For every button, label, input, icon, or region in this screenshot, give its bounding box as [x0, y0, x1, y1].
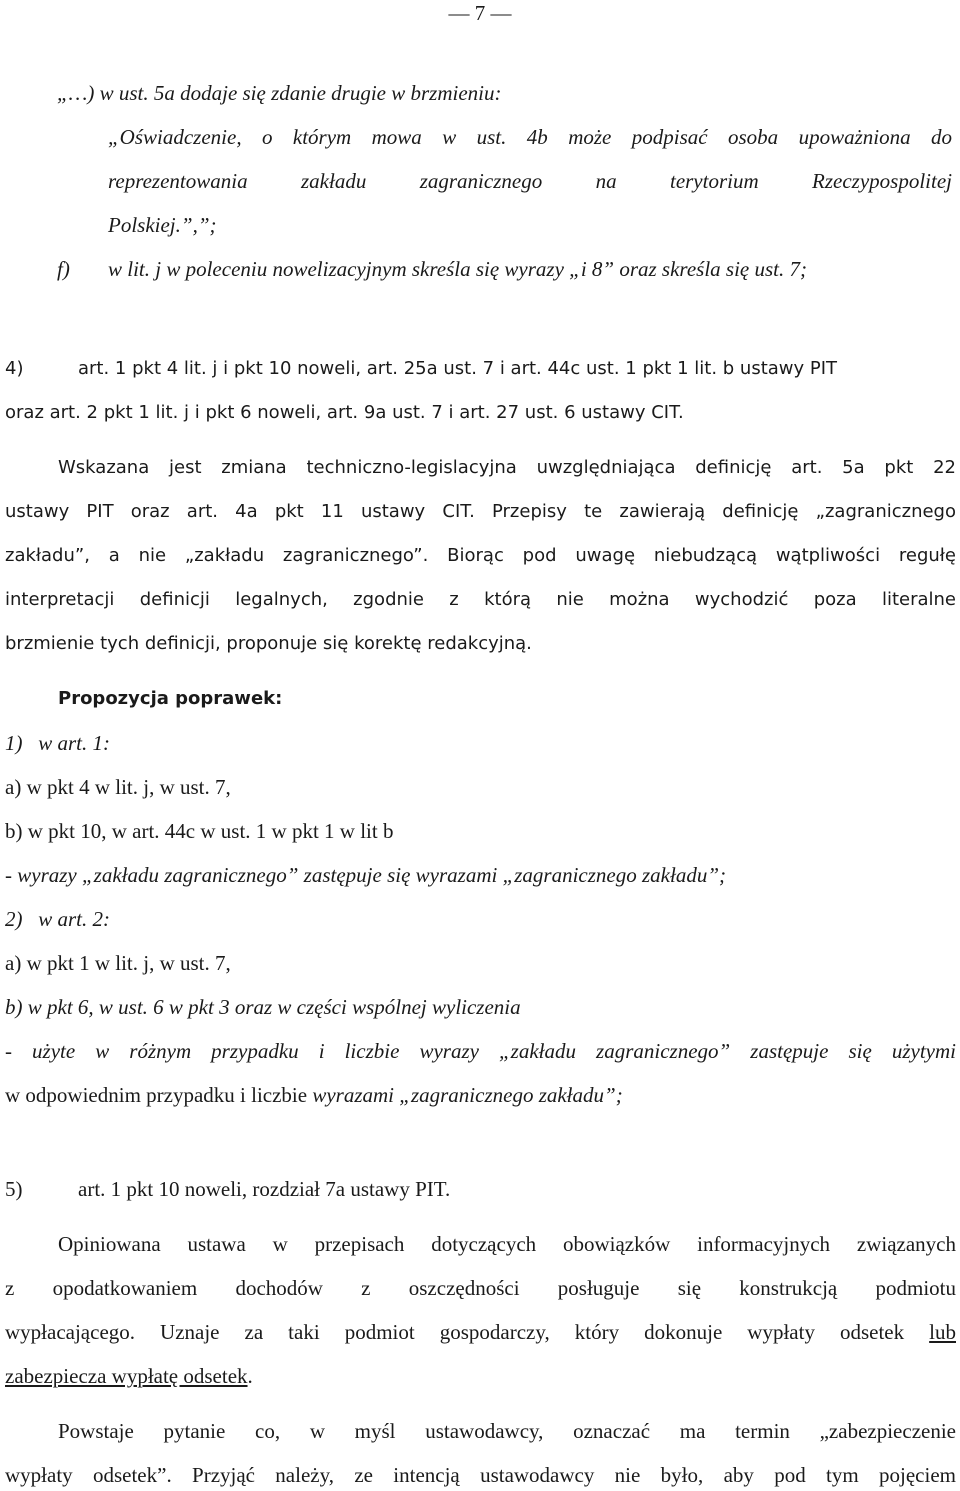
- paragraph-line-2: ustawy PIT oraz art. 4a pkt 11 ustawy CIT. Przepisy te zawierają definicję „zagranicznego: [5, 501, 956, 522]
- proposal-item-2-replacement-line-1: - użyte w różnym przypadku i liczbie wyrazy „zakładu zagranicznego” zastępuje się użytymi: [5, 1039, 956, 1063]
- paragraph-line-3: zakładu”, a nie „zakładu zagranicznego”. Biorąc pod uwagę niebudzącą wątpliwości regułę: [5, 545, 956, 566]
- amendment-intro-line: „…) w ust. 5a dodaje się zdanie drugie w brzmieniu:: [57, 81, 502, 105]
- page-number: — 7 —: [448, 1, 512, 25]
- item-f-marker: f): [57, 257, 70, 281]
- paragraph-2-line-3-text: wypłacającego. Uznaje za taki podmiot gospodarczy, który dokonuje wypłaty odsetek: [5, 1320, 930, 1344]
- proposal-item-1b: b) w pkt 10, w art. 44c w ust. 1 w pkt 1 w lit b: [5, 819, 394, 843]
- paragraph-2-line-3: [5, 1317, 956, 1347]
- period: .: [247, 1364, 253, 1388]
- paragraph-line-4: interpretacji definicji legalnych, zgodnie z którą nie można wychodzić poza literalne: [5, 589, 956, 610]
- section-4-heading-line-1: art. 1 pkt 4 lit. j i pkt 10 noweli, art. 25a ust. 7 i art. 44c ust. 1 pkt 1 lit. b ustawy PIT: [78, 358, 838, 379]
- quoted-provision-line-3: Polskiej.”,”;: [108, 213, 217, 237]
- proposal-item-2a: a) w pkt 1 w lit. j, w ust. 7,: [5, 951, 231, 975]
- quoted-provision-line-2: reprezentowania zakładu zagranicznego na terytorium Rzeczypospolitej: [108, 169, 952, 193]
- paragraph-2-line-4: [5, 1361, 905, 1391]
- paragraph-2-line-2: z opodatkowaniem dochodów z oszczędności posługuje się konstrukcją podmiotu: [5, 1276, 956, 1300]
- paragraph-3-line-2: wypłaty odsetek”. Przyjąć należy, ze intencją ustawodawcy nie było, aby pod tym pojęciem: [5, 1463, 956, 1487]
- proposal-item-1-replacement: - wyrazy „zakładu zagranicznego” zastępuje się wyrazami „zagranicznego zakładu”;: [5, 863, 726, 887]
- proposal-heading: Propozycja poprawek:: [58, 688, 283, 709]
- section-4-heading-line-2: oraz art. 2 pkt 1 lit. j i pkt 6 noweli, art. 9a ust. 7 i art. 27 ust. 6 ustawy CIT.: [5, 402, 684, 423]
- quoted-provision-line-1: „Oświadczenie, o którym mowa w ust. 4b może podpisać osoba upoważniona do: [108, 125, 952, 149]
- paragraph-3-line-1: Powstaje pytanie co, w myśl ustawodawcy, oznaczać ma termin „zabezpieczenie: [58, 1419, 956, 1443]
- proposal-item-2b: b) w pkt 6, w ust. 6 w pkt 3 oraz w części wspólnej wyliczenia: [5, 995, 521, 1019]
- proposal-item-1a: a) w pkt 4 w lit. j, w ust. 7,: [5, 775, 231, 799]
- paragraph-line-1: Wskazana jest zmiana techniczno-legislacyjna uwzględniająca definicję art. 5a pkt 22: [58, 457, 956, 478]
- section-5-heading: art. 1 pkt 10 noweli, rozdział 7a ustawy PIT.: [78, 1177, 451, 1201]
- replacement-italic: wyrazami „zagranicznego zakładu”;: [312, 1083, 623, 1107]
- section-4-marker: 4): [5, 358, 24, 379]
- proposal-item-2: 2) w art. 2:: [5, 907, 110, 931]
- proposal-item-2-replacement-line-2: [5, 1080, 905, 1110]
- proposal-item-1: 1) w art. 1:: [5, 731, 110, 755]
- section-5-marker: 5): [5, 1177, 23, 1201]
- replacement-plain: w odpowiednim przypadku i liczbie: [5, 1083, 313, 1107]
- underlined-phrase: zabezpiecza wypłatę odsetek: [5, 1364, 248, 1388]
- paragraph-line-5: brzmienie tych definicji, proponuje się korektę redakcyjną.: [5, 633, 532, 654]
- paragraph-2-line-1: Opiniowana ustawa w przepisach dotyczących obowiązków informacyjnych związanych: [58, 1232, 956, 1256]
- item-f-text: w lit. j w poleceniu nowelizacyjnym skreśla się wyrazy „i 8” oraz skreśla się ust. 7;: [108, 257, 807, 281]
- underlined-lub: lub: [929, 1320, 956, 1344]
